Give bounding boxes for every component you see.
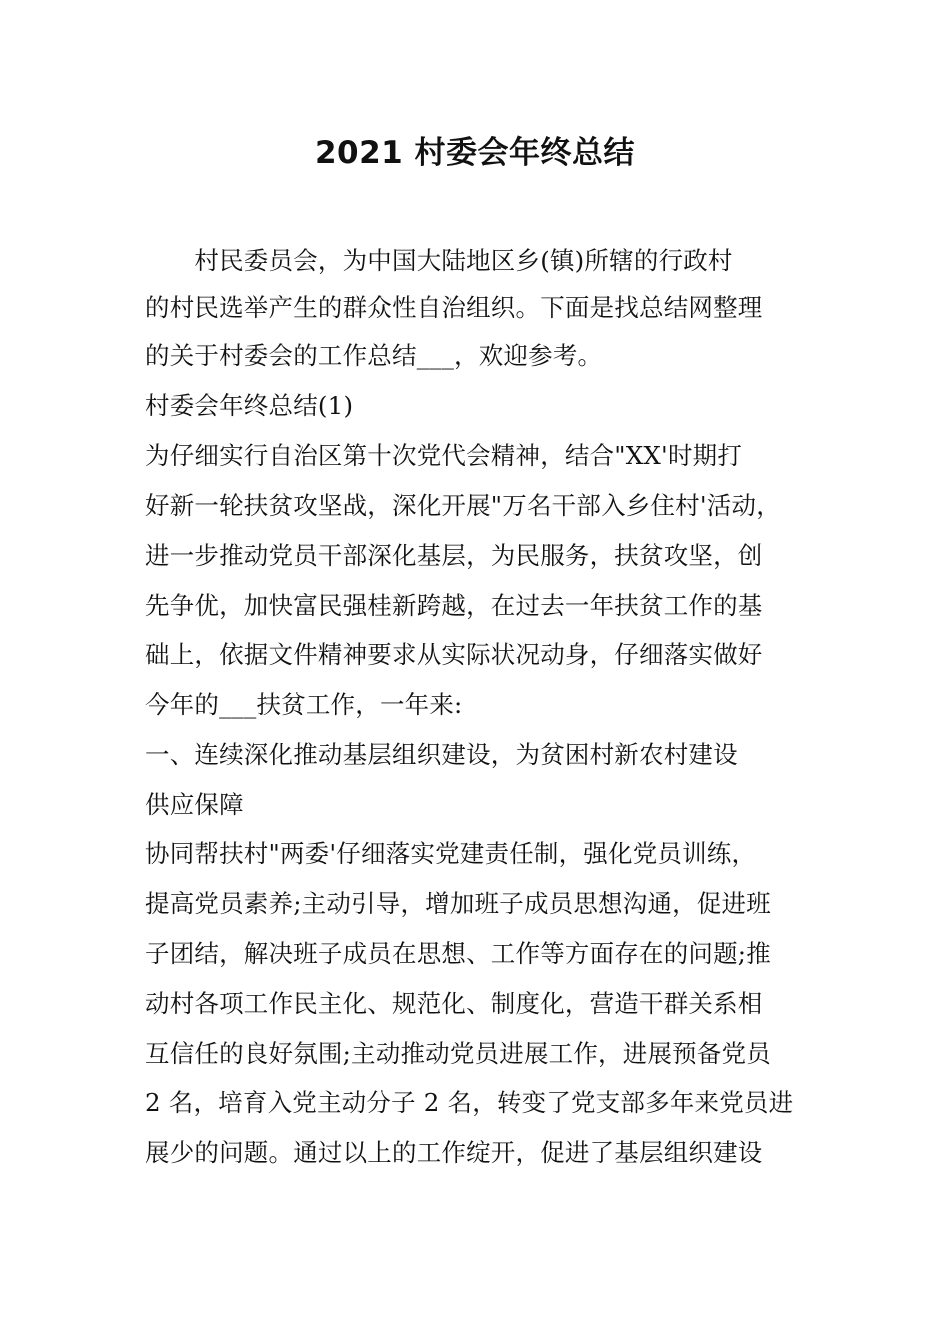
paragraph-line: 的村民选举产生的群众性自治组织。下面是找总结网整理 [145, 293, 763, 322]
paragraph-line: 先争优，加快富民强桂新跨越，在过去一年扶贫工作的基 [145, 591, 763, 620]
paragraph-line: 互信任的良好氛围;主动推动党员进展工作，进展预备党员 [145, 1039, 771, 1068]
paragraph-line: 子团结，解决班子成员在思想、工作等方面存在的问题;推 [145, 939, 771, 968]
paragraph-line: 2 名，培育入党主动分子 2 名，转变了党支部多年来党员进 [145, 1088, 794, 1117]
section-heading: 供应保障 [145, 790, 244, 819]
paragraph-line: 础上，依据文件精神要求从实际状况动身，仔细落实做好 [145, 640, 763, 669]
section-heading: 村委会年终总结(1) [145, 391, 354, 420]
paragraph-line: 为仔细实行自治区第十次党代会精神，结合"XX'时期打 [145, 441, 743, 470]
paragraph-line: 协同帮扶村"两委'仔细落实党建责任制，强化党员训练， [145, 839, 757, 868]
paragraph-line: 村民委员会，为中国大陆地区乡(镇)所辖的行政村 [145, 246, 733, 275]
paragraph-line: 的关于村委会的工作总结___，欢迎参考。 [145, 341, 603, 370]
paragraph-line: 提高党员素养;主动引导，增加班子成员思想沟通，促进班 [145, 889, 771, 918]
paragraph-line: 今年的___扶贫工作，一年来: [145, 690, 463, 719]
paragraph-line: 进一步推动党员干部深化基层，为民服务，扶贫攻坚，创 [145, 541, 763, 570]
paragraph-line: 展少的问题。通过以上的工作绽开，促进了基层组织建设 [145, 1138, 763, 1167]
paragraph-line: 好新一轮扶贫攻坚战，深化开展"万名干部入乡住村'活动， [145, 491, 781, 520]
document-title: 2021 村委会年终总结 [314, 135, 636, 171]
section-heading: 一、连续深化推动基层组织建设，为贫困村新农村建设 [145, 740, 738, 769]
paragraph-line: 动村各项工作民主化、规范化、制度化，营造干群关系相 [145, 989, 763, 1018]
